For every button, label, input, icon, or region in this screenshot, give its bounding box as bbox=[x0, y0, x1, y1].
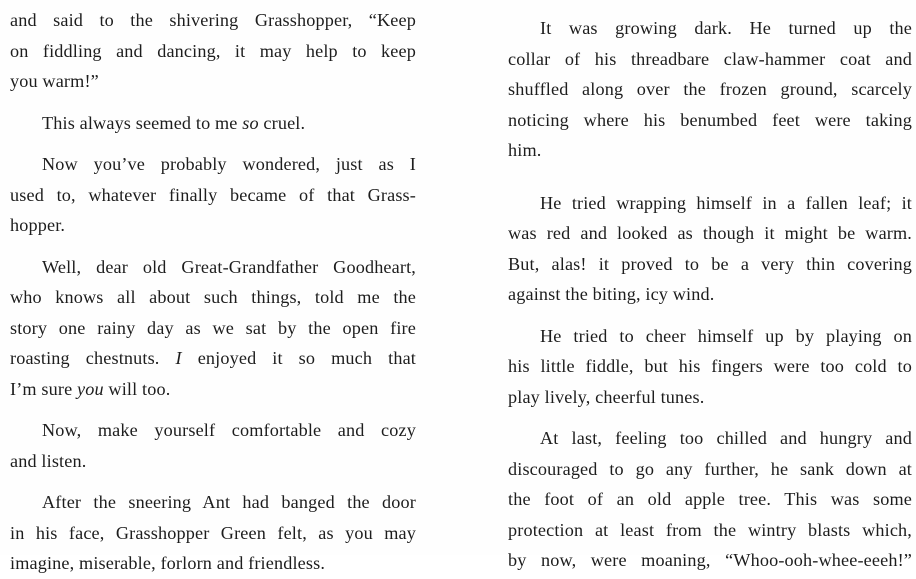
paragraph-gap bbox=[10, 404, 416, 415]
paragraph bbox=[508, 321, 912, 413]
text-line: Now, make yourself comfortable and cozy bbox=[42, 420, 416, 440]
text-line: play lively, cheerful tunes. bbox=[508, 386, 705, 407]
right-page bbox=[508, 13, 912, 576]
text-line: him. bbox=[508, 140, 542, 160]
text-line bbox=[10, 343, 416, 374]
text-line bbox=[10, 108, 416, 139]
text-line: hopper. bbox=[10, 215, 66, 235]
text-line: At last, feeling too chilled and hungry and bbox=[540, 428, 912, 448]
text-line: was red and looked as though it might be warm. bbox=[508, 223, 912, 243]
text-line: in his face, Grasshopper Green felt, as you may bbox=[10, 522, 416, 543]
paragraph bbox=[10, 149, 416, 241]
paragraph-gap bbox=[10, 241, 416, 252]
text-line: story one rainy day as we sat by the open fire bbox=[10, 317, 416, 338]
paragraph-gap bbox=[10, 476, 416, 487]
text-line: After the sneering Ant had banged the door bbox=[42, 492, 416, 512]
paragraph bbox=[10, 487, 416, 579]
text-line: protection at least from the wintry blasts which, bbox=[508, 519, 912, 540]
paragraph-gap bbox=[508, 166, 912, 188]
text-line: you warm!” bbox=[10, 71, 99, 91]
text-line: the foot of an old apple tree. This was some bbox=[508, 489, 912, 509]
text-line: his little fiddle, but his fingers were too cold to bbox=[508, 356, 912, 376]
text-run: will too. bbox=[103, 378, 171, 399]
text-run: enjoyed it so much that bbox=[181, 348, 416, 368]
text-line: imagine, miserable, forlorn and friendless. bbox=[10, 553, 326, 573]
text-line: noticing where his benumbed feet were taking bbox=[508, 109, 912, 130]
text-line: used to, whatever finally became of that Grass- bbox=[10, 184, 416, 205]
text-line: Now you’ve probably wondered, just as I bbox=[42, 154, 416, 174]
text-line: It was growing dark. He turned up the bbox=[540, 18, 912, 38]
text-run: This always seemed to me bbox=[42, 112, 243, 133]
text-line: against the biting, icy wind. bbox=[508, 284, 715, 304]
emphasis-text: so bbox=[242, 112, 259, 133]
paragraph-gap bbox=[10, 138, 416, 149]
emphasis-text: I bbox=[175, 348, 182, 368]
text-line: by now, were moaning, “Whoo-ooh-whee-eeeh!” bbox=[508, 550, 912, 570]
emphasis-text: you bbox=[77, 378, 104, 399]
left-page bbox=[10, 5, 416, 579]
text-line: Well, dear old Great-Grandfather Goodheart, bbox=[42, 256, 416, 277]
paragraph bbox=[10, 252, 416, 405]
text-line: on fiddling and dancing, it may help to keep bbox=[10, 40, 416, 61]
paragraph bbox=[10, 5, 416, 97]
text-line: who knows all about such things, told me the bbox=[10, 287, 416, 307]
paragraph bbox=[508, 188, 912, 310]
text-line: shuffled along over the frozen ground, scarcely bbox=[508, 79, 912, 99]
paragraph-gap bbox=[508, 412, 912, 423]
paragraph-gap bbox=[10, 97, 416, 108]
text-run: I’m sure bbox=[10, 378, 78, 399]
text-line: and said to the shivering Grasshopper, “Keep bbox=[10, 10, 416, 30]
paragraph bbox=[508, 13, 912, 166]
text-run: cruel. bbox=[258, 112, 306, 133]
text-line: collar of his threadbare claw-hammer coat and bbox=[508, 48, 912, 69]
text-line: discouraged to go any further, he sank down at bbox=[508, 458, 912, 479]
paragraph bbox=[508, 423, 912, 576]
paragraph bbox=[10, 415, 416, 476]
text-line bbox=[10, 374, 416, 405]
paragraph-gap bbox=[508, 310, 912, 321]
text-line: and listen. bbox=[10, 450, 87, 471]
text-line: But, alas! it proved to be a very thin covering bbox=[508, 253, 912, 274]
text-line: He tried to cheer himself up by playing on bbox=[540, 325, 912, 346]
text-line: He tried wrapping himself in a fallen leaf; it bbox=[540, 192, 912, 213]
text-run: roasting chestnuts. bbox=[10, 348, 176, 368]
paragraph bbox=[10, 108, 416, 139]
